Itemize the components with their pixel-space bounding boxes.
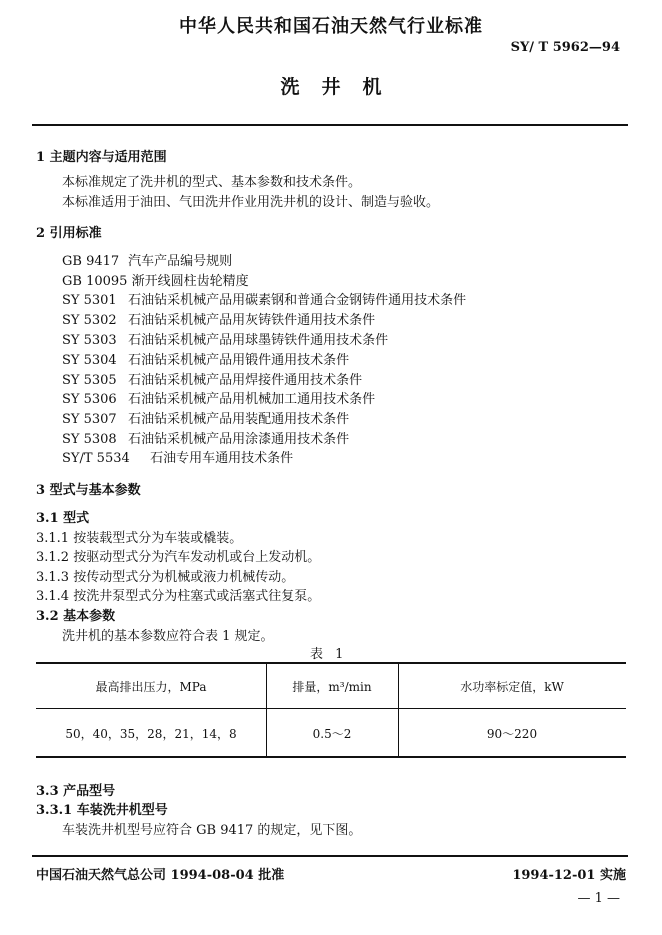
header-rule bbox=[32, 124, 628, 126]
reference-code: SY/T 5534 bbox=[62, 451, 130, 466]
reference-title: 石油钻采机械产品用碳素钢和普通合金钢铸件通用技术条件 bbox=[128, 293, 467, 308]
section-1-paragraph-2: 本标准适用于油田、气田洗井作业用洗井机的设计、制造与验收。 bbox=[62, 195, 440, 210]
reference-item bbox=[62, 369, 362, 388]
section-3-1-heading: 3.1 型式 bbox=[36, 511, 90, 526]
reference-title: 石油钻采机械产品用焊接件通用技术条件 bbox=[128, 373, 363, 388]
reference-item bbox=[62, 349, 349, 368]
document-title: 洗井机 bbox=[280, 76, 404, 98]
reference-code: SY 5302 bbox=[62, 313, 117, 328]
section-3-3-1-paragraph: 车装洗井机型号应符合 GB 9417 的规定，见下图。 bbox=[62, 823, 362, 838]
section-2-heading: 2 引用标准 bbox=[36, 226, 102, 241]
table-cell-pressure: 50，40，35，28，21，14，8 bbox=[65, 727, 237, 741]
table-cell-flow: 0.5～2 bbox=[312, 727, 352, 741]
section-3-2-heading: 3.2 基本参数 bbox=[36, 609, 116, 624]
reference-code: SY 5307 bbox=[62, 412, 117, 427]
page-number: — 1 — bbox=[577, 891, 620, 906]
reference-item bbox=[62, 250, 232, 269]
section-3-3-1-heading: 3.3.1 车装洗井机型号 bbox=[36, 803, 168, 818]
reference-code: SY 5301 bbox=[62, 293, 117, 308]
clause-3-1-1: 3.1.1 按装载型式分为车装或橇装。 bbox=[36, 531, 243, 546]
reference-title: 石油钻采机械产品用球墨铸铁件通用技术条件 bbox=[128, 333, 389, 348]
reference-title: 石油钻采机械产品用机械加工通用技术条件 bbox=[128, 392, 376, 407]
section-3-2-paragraph: 洗井机的基本参数应符合表 1 规定。 bbox=[62, 629, 274, 644]
section-1-paragraph-1: 本标准规定了洗井机的型式、基本参数和技术条件。 bbox=[62, 175, 362, 190]
reference-title: 渐开线圆柱齿轮精度 bbox=[131, 274, 249, 289]
reference-code: SY 5305 bbox=[62, 373, 117, 388]
reference-code: SY 5304 bbox=[62, 353, 117, 368]
standard-code: SY/ T 5962—94 bbox=[510, 40, 620, 55]
table-header-power: 水功率标定值，kW bbox=[460, 680, 564, 694]
reference-code: SY 5308 bbox=[62, 432, 117, 447]
standard-body-title: 中华人民共和国石油天然气行业标准 bbox=[179, 16, 483, 37]
table-header-flow: 排量，m³/min bbox=[292, 680, 372, 694]
reference-code: GB 9417 bbox=[62, 254, 120, 269]
parameter-table bbox=[36, 662, 626, 758]
table-header-pressure: 最高排出压力，MPa bbox=[95, 680, 207, 694]
reference-title: 石油钻采机械产品用涂漆通用技术条件 bbox=[128, 432, 350, 447]
reference-title: 石油钻采机械产品用灰铸铁件通用技术条件 bbox=[128, 313, 376, 328]
approval-line: 中国石油天然气总公司 1994-08-04 批准 bbox=[36, 868, 285, 883]
section-1-heading: 1 主题内容与适用范围 bbox=[36, 150, 167, 165]
reference-code: GB 10095 bbox=[62, 274, 128, 289]
table-header-rule bbox=[36, 708, 626, 709]
clause-3-1-4: 3.1.4 按洗井泵型式分为柱塞式或活塞式往复泵。 bbox=[36, 589, 321, 604]
reference-item bbox=[62, 408, 349, 427]
reference-title: 石油钻采机械产品用装配通用技术条件 bbox=[128, 412, 350, 427]
clause-3-1-2: 3.1.2 按驱动型式分为汽车发动机或台上发动机。 bbox=[36, 550, 321, 565]
section-3-heading: 3 型式与基本参数 bbox=[36, 483, 141, 498]
clause-3-1-3: 3.1.3 按传动型式分为机械或液力机械传动。 bbox=[36, 570, 295, 585]
reference-item bbox=[62, 428, 349, 447]
reference-item bbox=[62, 329, 388, 348]
reference-code: SY 5303 bbox=[62, 333, 117, 348]
effective-date: 1994-12-01 实施 bbox=[512, 868, 626, 883]
footer-rule bbox=[32, 855, 628, 857]
table-caption: 表 1 bbox=[310, 647, 348, 662]
section-3-3-heading: 3.3 产品型号 bbox=[36, 784, 116, 799]
table-cell-power: 90～220 bbox=[486, 727, 538, 741]
reference-item bbox=[62, 270, 249, 289]
reference-item bbox=[62, 289, 466, 308]
reference-code: SY 5306 bbox=[62, 392, 117, 407]
reference-item bbox=[62, 388, 375, 407]
reference-title: 石油专用车通用技术条件 bbox=[150, 451, 294, 466]
reference-item bbox=[62, 447, 293, 466]
reference-title: 汽车产品编号规则 bbox=[128, 254, 233, 269]
reference-title: 石油钻采机械产品用锻件通用技术条件 bbox=[128, 353, 350, 368]
reference-item bbox=[62, 309, 375, 328]
